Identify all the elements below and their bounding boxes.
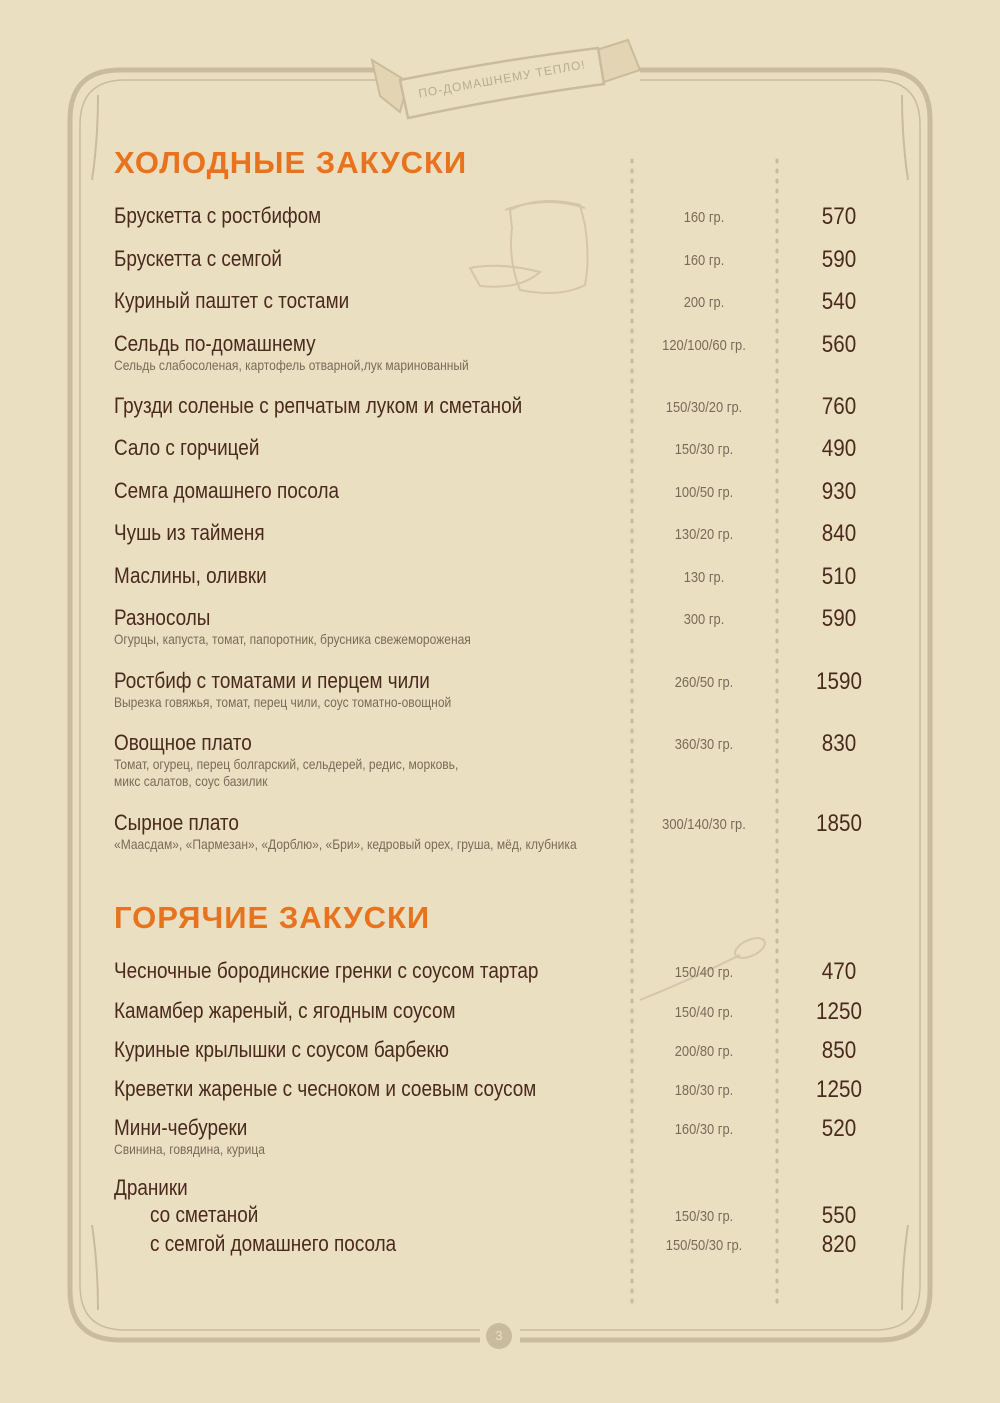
item-price: 830 (821, 730, 857, 757)
item-name: Креветки жареные с чесноком и соевым соусом (114, 1076, 537, 1101)
item-price: 1250 (816, 1076, 862, 1103)
item-price: 520 (821, 1115, 857, 1142)
item-name: Сырное плато (114, 810, 239, 835)
item-description: микс салатов, соус базилик (114, 773, 268, 789)
item-price: 510 (821, 563, 857, 590)
item-weight: 160 гр. (683, 252, 725, 269)
item-name: Чушь из тайменя (114, 520, 265, 545)
item-description: Сельдь слабосоленая, картофель отварной,лук маринованный (114, 357, 469, 373)
item-price: 490 (821, 435, 857, 462)
item-name: Семга домашнего посола (114, 478, 340, 503)
item-description: Свинина, говядина, курица (114, 1141, 265, 1157)
item-price: 1590 (816, 668, 862, 695)
menu-item (114, 520, 874, 560)
item-weight: 150/30 гр. (674, 1208, 734, 1225)
item-name: Куриные крылышки с соусом барбекю (114, 1037, 449, 1062)
menu-item (114, 1231, 874, 1271)
item-price: 850 (821, 1037, 857, 1064)
item-name: Ростбиф с томатами и перцем чили (114, 668, 430, 693)
item-description: «Маасдам», «Пармезан», «Дорблю», «Бри», кедровый орех, груша, мёд, клубника (114, 836, 577, 852)
item-weight: 360/30 гр. (674, 736, 734, 753)
item-price: 930 (821, 478, 857, 505)
item-price: 470 (821, 958, 857, 985)
item-name: Овощное плато (114, 730, 252, 755)
item-weight: 150/50/30 гр. (665, 1237, 743, 1254)
item-description: Огурцы, капуста, томат, папоротник, брусника свежемороженая (114, 631, 471, 647)
item-price: 540 (821, 288, 857, 315)
item-weight: 200/80 гр. (674, 1043, 734, 1060)
section-title: ГОРЯЧИЕ ЗАКУСКИ (114, 900, 431, 935)
menu-item (114, 393, 874, 433)
item-name: со сметаной (150, 1202, 259, 1227)
item-weight: 130 гр. (683, 569, 725, 586)
item-name: Драники (114, 1175, 188, 1200)
item-name: Разносолы (114, 605, 211, 630)
item-name: Брускетта с семгой (114, 246, 283, 271)
item-weight: 260/50 гр. (674, 674, 734, 691)
item-name: Камамбер жареный, с ягодным соусом (114, 998, 456, 1023)
item-weight: 160/30 гр. (674, 1121, 734, 1138)
item-description: Вырезка говяжья, томат, перец чили, соус томатно-овощной (114, 694, 452, 710)
section-title: ХОЛОДНЫЕ ЗАКУСКИ (114, 145, 468, 180)
menu-item (114, 668, 874, 708)
menu-item (114, 1076, 874, 1116)
menu-item (114, 998, 874, 1038)
item-price: 590 (821, 605, 857, 632)
menu-item (114, 288, 874, 328)
item-weight: 130/20 гр. (674, 526, 734, 543)
item-weight: 150/30/20 гр. (665, 399, 743, 416)
item-name: Куриный паштет с тостами (114, 288, 350, 313)
item-weight: 160 гр. (683, 209, 725, 226)
menu-item (114, 563, 874, 603)
item-price: 760 (821, 393, 857, 420)
item-weight: 150/40 гр. (674, 964, 734, 981)
item-weight: 180/30 гр. (674, 1082, 734, 1099)
item-weight: 300/140/30 гр. (662, 816, 746, 833)
banner-text: ПО-ДОМАШНЕМУ ТЕПЛО! (417, 57, 587, 101)
item-price: 820 (821, 1231, 857, 1258)
menu-item (114, 203, 874, 243)
item-name: Мини-чебуреки (114, 1115, 248, 1140)
item-price: 550 (821, 1202, 857, 1229)
item-price: 1250 (816, 998, 862, 1025)
item-name: Брускетта с ростбифом (114, 203, 322, 228)
page-number: 3 (495, 1328, 503, 1343)
item-price: 1850 (816, 810, 862, 837)
menu-item (114, 1115, 874, 1155)
item-price: 590 (821, 246, 857, 273)
item-weight: 200 гр. (683, 294, 725, 311)
item-name: Сало с горчицей (114, 435, 260, 460)
menu-item (114, 810, 874, 850)
item-price: 570 (821, 203, 857, 230)
item-weight: 300 гр. (683, 611, 725, 628)
menu-item (114, 1037, 874, 1077)
menu-item (114, 435, 874, 475)
menu-item (114, 730, 874, 789)
item-name: Маслины, оливки (114, 563, 267, 588)
item-price: 840 (821, 520, 857, 547)
item-name: Грузди соленые с репчатым луком и сметаной (114, 393, 523, 418)
item-price: 560 (821, 331, 857, 358)
menu-item (114, 246, 874, 286)
menu-item (114, 605, 874, 645)
item-weight: 150/40 гр. (674, 1004, 734, 1021)
menu-item (114, 331, 874, 371)
item-name: с семгой домашнего посола (150, 1231, 397, 1256)
item-description: Томат, огурец, перец болгарский, сельдерей, редис, морковь, (114, 756, 459, 772)
item-weight: 150/30 гр. (674, 441, 734, 458)
item-weight: 100/50 гр. (674, 484, 734, 501)
item-weight: 120/100/60 гр. (662, 337, 746, 354)
item-name: Сельдь по-домашнему (114, 331, 316, 356)
item-name: Чесночные бородинские гренки с соусом тартар (114, 958, 539, 983)
menu-item (114, 478, 874, 518)
menu-item (114, 958, 874, 998)
